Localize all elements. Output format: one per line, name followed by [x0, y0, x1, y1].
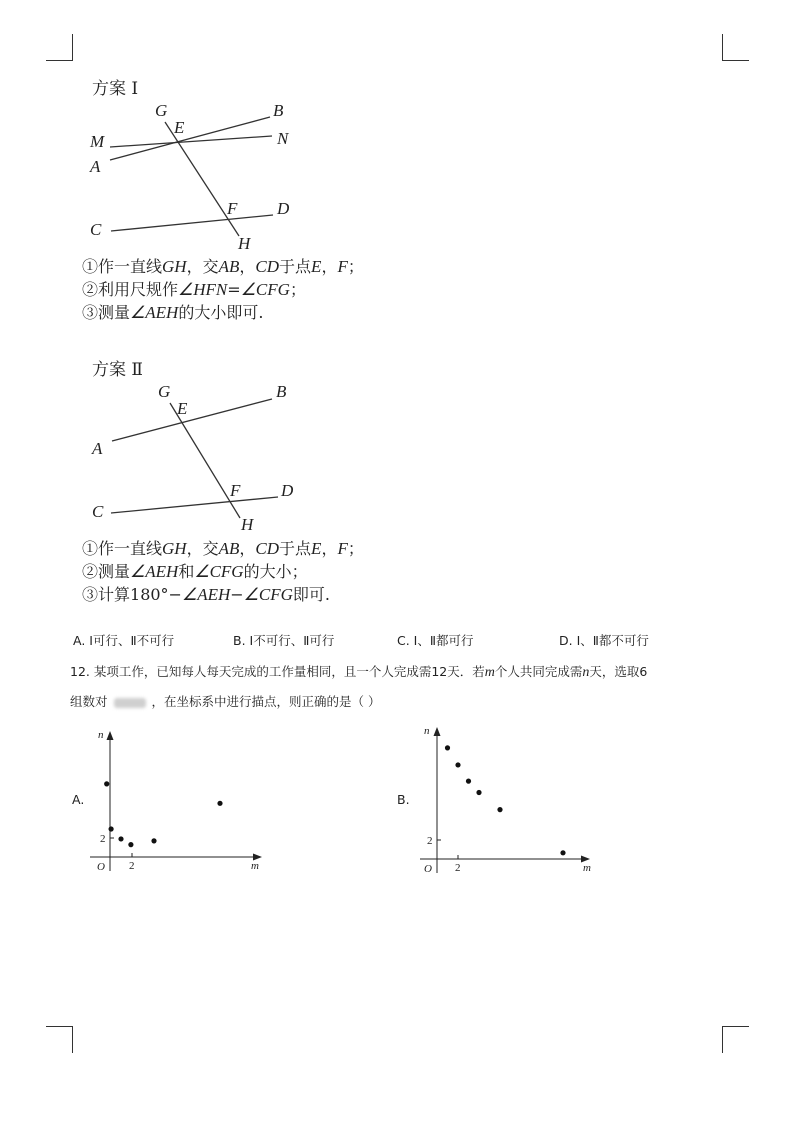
chart-b-origin: O	[424, 863, 432, 875]
chart-b-y-tick-label: 2	[427, 835, 433, 847]
label-d: D	[281, 481, 294, 500]
label-b: B	[276, 382, 287, 401]
label-c: C	[92, 502, 104, 521]
chart-a-x-tick-label: 2	[129, 860, 135, 872]
label-b: B	[273, 101, 284, 120]
plan2-step1: ①作一直线GH，交AB，CD于点E，F；	[82, 539, 364, 558]
label-g: G	[155, 101, 168, 120]
chart-b-point-6	[560, 850, 565, 855]
crop-mark-bottom-right	[722, 1026, 749, 1053]
chart-a-origin: O	[97, 861, 105, 873]
label-m: M	[90, 132, 105, 151]
label-n: N	[277, 129, 289, 148]
chart-b-y-label: n	[424, 725, 430, 737]
q12-line1: 12. 某项工作，已知每人每天完成的工作量相同，且一个人完成需12天．若m个人共同完成需n天，选取6	[70, 664, 648, 680]
option-a[interactable]: A. Ⅰ可行、Ⅱ不可行	[73, 633, 175, 648]
label-c: C	[90, 220, 102, 239]
plan1-step1: ①作一直线GH，交AB，CD于点E，F；	[82, 257, 364, 276]
chart-b-x-tick-label: 2	[455, 862, 461, 874]
label-f: F	[227, 199, 238, 218]
chart-b-x-label: m	[583, 862, 591, 874]
option-c[interactable]: C. Ⅰ、Ⅱ都可行	[397, 633, 474, 648]
chart-a-x-label: m	[251, 860, 259, 872]
plan2-step3: ③计算180°−∠AEH−∠CFG即可.	[82, 585, 331, 604]
plan1-title: 方案 Ⅰ	[92, 79, 139, 99]
chart-b-point-2	[455, 762, 460, 767]
chart-a-y-tick-label: 2	[100, 833, 106, 845]
plan1-step2: ②利用尺规作∠HFN=∠CFG；	[82, 280, 306, 299]
label-e: E	[177, 399, 188, 418]
label-a: A	[92, 439, 103, 458]
chart-a-option-label[interactable]: A.	[72, 792, 85, 807]
label-f: F	[230, 481, 241, 500]
q12-line2: 组数对 ，在坐标系中进行描点，则正确的是（ ）	[70, 694, 381, 709]
chart-a-y-label: n	[98, 729, 104, 741]
chart-b-point-5	[497, 807, 502, 812]
chart-b-point-1	[445, 745, 450, 750]
label-a: A	[90, 157, 101, 176]
label-d: D	[277, 199, 290, 218]
plan2-step2: ②测量∠AEH和∠CFG的大小；	[82, 562, 308, 581]
option-b[interactable]: B. Ⅰ不可行、Ⅱ可行	[233, 633, 335, 648]
crop-mark-bottom-left	[46, 1026, 73, 1053]
option-d[interactable]: D. Ⅰ、Ⅱ都不可行	[559, 633, 649, 648]
label-g: G	[158, 382, 171, 401]
plan1-step3: ③测量∠AEH的大小即可.	[82, 303, 264, 322]
label-h: H	[238, 234, 251, 253]
label-h: H	[241, 515, 254, 534]
chart-b-point-4	[476, 790, 481, 795]
label-e: E	[174, 118, 185, 137]
plan2-title: 方案 Ⅱ	[92, 360, 143, 380]
chart-b-y-arrow	[434, 727, 441, 736]
chart-b-point-3	[466, 779, 471, 784]
chart-b-option-label[interactable]: B.	[397, 792, 410, 807]
